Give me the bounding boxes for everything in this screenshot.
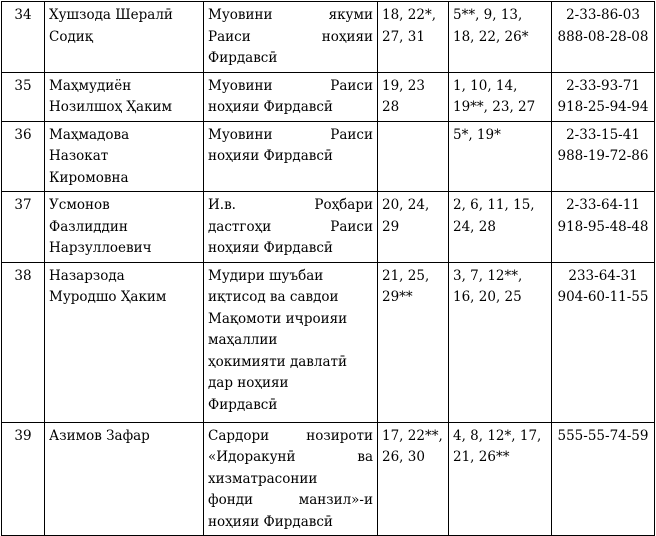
position-word: якуми	[328, 7, 373, 23]
position-line	[208, 195, 373, 217]
days-line: 29	[382, 218, 400, 235]
position-line	[208, 76, 373, 98]
position-title	[204, 72, 378, 121]
position-word: дастгоҳи	[208, 218, 272, 235]
position-line	[208, 512, 373, 534]
position-word: ноҳияи Фирдавсӣ	[208, 240, 333, 256]
days-line: 24, 28	[453, 218, 496, 235]
name-line: Фазлиддин	[49, 218, 128, 235]
position-word: иқтисод ва савдои	[208, 289, 339, 305]
position-word: Раиси	[208, 28, 251, 45]
position-line	[208, 48, 373, 70]
position-line	[208, 27, 373, 49]
phone-line: 988-19-72-86	[557, 148, 649, 164]
days-line: 19**, 23, 27	[453, 99, 536, 115]
position-line	[208, 125, 373, 147]
schedule-days-b	[449, 262, 552, 422]
schedule-days-a	[378, 72, 449, 121]
position-word: манзил»-и	[298, 492, 373, 508]
row-number: 35	[2, 72, 45, 121]
name-line: Хушзода Шералӣ	[49, 7, 173, 23]
position-word: ноҳияи Фирдавсӣ	[208, 513, 333, 530]
schedule-days-b	[449, 422, 552, 536]
position-word: Фирдавсӣ	[208, 50, 278, 66]
position-line	[208, 146, 373, 168]
position-title	[204, 121, 378, 192]
position-word: ва	[357, 449, 373, 465]
position-word: И.в.	[208, 197, 236, 213]
days-line: 5**, 9, 13,	[453, 7, 523, 23]
position-line	[208, 309, 373, 331]
days-line: 1, 10, 14,	[453, 77, 518, 94]
row-number: 34	[2, 2, 45, 73]
days-line: 20, 24,	[382, 197, 430, 213]
position-line	[208, 330, 373, 352]
table-row	[2, 121, 655, 192]
position-line	[208, 373, 373, 395]
name-line: Нарзуллоевич	[49, 240, 152, 256]
row-number: 39	[2, 422, 45, 536]
name-line: Нозилшоҳ Ҳаким	[49, 99, 173, 115]
position-line	[208, 395, 373, 417]
table-row	[2, 262, 655, 422]
position-line	[208, 490, 373, 512]
days-line: 18, 22*,	[382, 7, 436, 23]
position-word: Муовини	[208, 7, 273, 23]
position-word: Мақомоти иҷроияи	[208, 310, 348, 327]
position-word: маҳаллии	[208, 332, 278, 348]
position-line	[208, 469, 373, 491]
phone-numbers	[552, 422, 655, 536]
position-title	[204, 262, 378, 422]
name-line: Содиқ	[49, 28, 93, 45]
position-title	[204, 2, 378, 73]
position-line	[208, 97, 373, 119]
person-name	[45, 192, 204, 263]
position-word: Муовини	[208, 126, 273, 143]
name-line: Маҳмадова	[49, 126, 130, 143]
position-word: Раиси	[330, 218, 373, 235]
person-name	[45, 121, 204, 192]
days-line: 5*, 19*	[453, 126, 501, 143]
person-name	[45, 262, 204, 422]
assignments-table	[1, 1, 655, 536]
name-line: Муродшо Ҳаким	[49, 289, 167, 305]
name-line: Киромовна	[49, 169, 129, 186]
days-line: 4, 8, 12*, 17,	[453, 427, 542, 444]
schedule-days-a	[378, 262, 449, 422]
table-row	[2, 192, 655, 263]
phone-line: 2-33-15-41	[566, 126, 640, 143]
name-line: Маҳмудиён	[49, 77, 132, 94]
table-body	[2, 2, 655, 536]
phone-numbers	[552, 72, 655, 121]
days-line: 3, 7, 12**,	[453, 267, 523, 284]
days-line: 27, 31	[382, 28, 425, 45]
position-word: ноҳияи Фирдавсӣ	[208, 148, 333, 164]
days-line: 29**	[382, 289, 413, 305]
phone-line: 2-33-93-71	[566, 77, 640, 94]
phone-numbers	[552, 2, 655, 73]
position-line	[208, 5, 373, 27]
position-word: дар ноҳияи	[208, 375, 289, 391]
name-line: Азимов Зафар	[49, 427, 150, 444]
phone-line: 2-33-64-11	[566, 197, 640, 213]
position-word: Роҳбари	[314, 197, 373, 213]
position-word: Раиси	[330, 77, 373, 94]
schedule-days-b	[449, 192, 552, 263]
phone-numbers	[552, 262, 655, 422]
position-word: фонди	[208, 492, 254, 508]
position-word: ноҳияи	[321, 28, 373, 45]
days-line: 28	[382, 99, 400, 115]
name-line: Назокат	[49, 148, 109, 164]
position-word: ҳокимияти давлатӣ	[208, 353, 348, 370]
position-word: Муовини	[208, 77, 273, 94]
days-line: 16, 20, 25	[453, 289, 522, 305]
position-word: Мудири шуъбаи	[208, 267, 324, 284]
position-word: Сардори	[208, 427, 270, 444]
position-word: «Идоракунӣ	[208, 449, 296, 465]
phone-line: 2-33-86-03	[566, 7, 640, 23]
row-number: 38	[2, 262, 45, 422]
days-line: 21, 25,	[382, 267, 430, 284]
schedule-days-a	[378, 121, 449, 192]
table-row	[2, 72, 655, 121]
position-line	[208, 238, 373, 260]
person-name	[45, 422, 204, 536]
position-line	[208, 217, 373, 239]
schedule-days-b	[449, 2, 552, 73]
table-row	[2, 2, 655, 73]
phone-line: 918-25-94-94	[557, 99, 649, 115]
position-title	[204, 192, 378, 263]
phone-numbers	[552, 121, 655, 192]
position-word: Раиси	[330, 126, 373, 143]
position-word: хизматрасонии	[208, 470, 318, 487]
name-line: Назарзода	[49, 267, 125, 284]
row-number: 37	[2, 192, 45, 263]
position-word: Фирдавсӣ	[208, 396, 278, 413]
position-line	[208, 266, 373, 288]
phone-line: 233-64-31	[568, 267, 638, 284]
schedule-days-a	[378, 2, 449, 73]
phone-line: 888-08-28-08	[557, 28, 649, 45]
days-line: 18, 22, 26*	[453, 28, 529, 45]
schedule-days-a	[378, 422, 449, 536]
name-line: Усмонов	[49, 197, 110, 213]
position-title	[204, 422, 378, 536]
days-line: 21, 26**	[453, 449, 510, 465]
row-number: 36	[2, 121, 45, 192]
schedule-days-b	[449, 72, 552, 121]
person-name	[45, 72, 204, 121]
days-line: 2, 6, 11, 15,	[453, 197, 535, 213]
schedule-days-a	[378, 192, 449, 263]
days-line: 19, 23	[382, 77, 425, 94]
table-row	[2, 422, 655, 536]
phone-numbers	[552, 192, 655, 263]
position-line	[208, 287, 373, 309]
phone-line: 555-55-74-59	[557, 427, 649, 444]
position-line	[208, 426, 373, 448]
person-name	[45, 2, 204, 73]
position-line	[208, 447, 373, 469]
phone-line: 918-95-48-48	[557, 218, 649, 235]
days-line: 17, 22**,	[382, 427, 443, 444]
position-word: ноҳияи Фирдавсӣ	[208, 99, 333, 115]
phone-line: 904-60-11-55	[557, 289, 649, 305]
schedule-days-b	[449, 121, 552, 192]
days-line: 26, 30	[382, 449, 425, 465]
position-word: нозироти	[306, 427, 373, 444]
position-line	[208, 352, 373, 374]
